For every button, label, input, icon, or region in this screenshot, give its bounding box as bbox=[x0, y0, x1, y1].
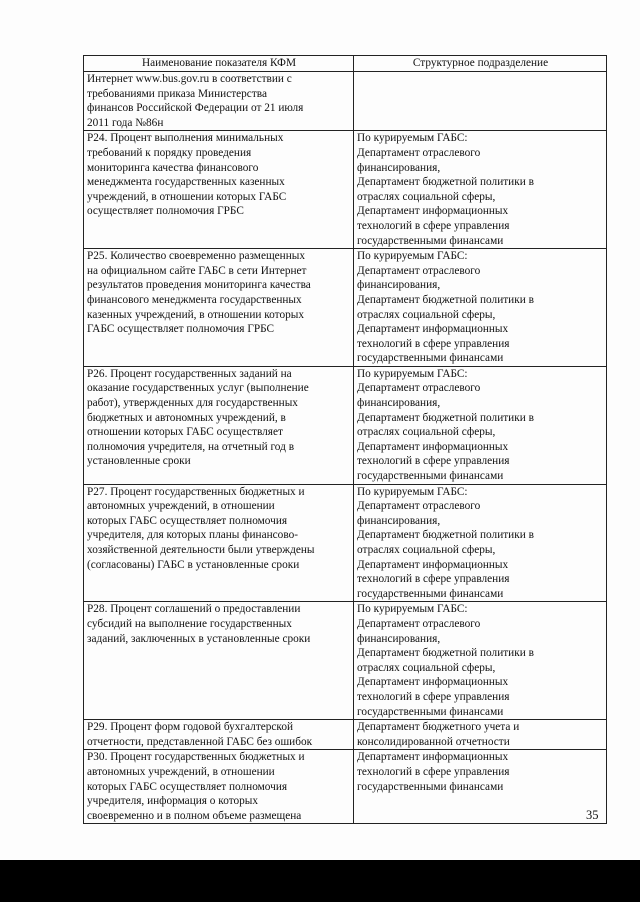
table-header-row bbox=[84, 56, 607, 72]
kfm-indicators-table bbox=[83, 55, 607, 824]
table-row bbox=[84, 131, 607, 249]
table-row bbox=[84, 249, 607, 367]
indicator-cell: Интернет www.bus.gov.ru в соответствии с требованиями приказа Министерства финансов Российской Федерации от 21 июля 2011 года №86н bbox=[84, 72, 354, 131]
page-number: 35 bbox=[586, 808, 599, 822]
table-row bbox=[84, 366, 607, 484]
department-cell: По курируемым ГАБС: Департамент отраслевого финансирования, Департамент бюджетной политики в отраслях социальной сферы, Департамент информационных технологий в сфере управления государственными финансами bbox=[354, 131, 607, 249]
scan-bottom-border bbox=[0, 860, 640, 902]
header-department: Структурное подразделение bbox=[354, 56, 607, 72]
table-row bbox=[84, 750, 607, 824]
department-cell: По курируемым ГАБС: Департамент отраслевого финансирования, Департамент бюджетной политики в отраслях социальной сферы, Департамент информационных технологий в сфере управления государственными финансами bbox=[354, 366, 607, 484]
indicator-cell: Р26. Процент государственных заданий на оказание государственных услуг (выполнение работ), утвержденных для государственных бюджетных и автономных учреждений, в отношении которых ГАБС осуществляет полномочия учредителя, на отчетный год в установленные сроки bbox=[84, 366, 354, 484]
table-row bbox=[84, 484, 607, 602]
department-cell: Департамент информационных технологий в сфере управления государственными финансами bbox=[354, 750, 607, 824]
indicator-cell: Р29. Процент форм годовой бухгалтерской отчетности, представленной ГАБС без ошибок bbox=[84, 720, 354, 750]
header-indicator-name: Наименование показателя КФМ bbox=[84, 56, 354, 72]
department-cell bbox=[354, 72, 607, 131]
indicator-cell: Р25. Количество своевременно размещенных на официальном сайте ГАБС в сети Интернет результатов проведения мониторинга качества финансового менеджмента государственных казенных учреждений, в отношении которых ГАБС осуществляет полномочия ГРБС bbox=[84, 249, 354, 367]
department-cell: Департамент бюджетного учета и консолидированной отчетности bbox=[354, 720, 607, 750]
indicator-cell: Р27. Процент государственных бюджетных и автономных учреждений, в отношении которых ГАБС осуществляет полномочия учредителя, для которых планы финансово- хозяйственной деятельности были утверждены (согласованы) ГАБС в установленные сроки bbox=[84, 484, 354, 602]
department-cell: По курируемым ГАБС: Департамент отраслевого финансирования, Департамент бюджетной политики в отраслях социальной сферы, Департамент информационных технологий в сфере управления государственными финансами bbox=[354, 602, 607, 720]
indicator-cell: Р30. Процент государственных бюджетных и автономных учреждений, в отношении которых ГАБС осуществляет полномочия учредителя, информация о которых своевременно и в полном объеме размещена bbox=[84, 750, 354, 824]
table-row bbox=[84, 72, 607, 131]
indicator-cell: Р28. Процент соглашений о предоставлении субсидий на выполнение государственных заданий, заключенных в установленные сроки bbox=[84, 602, 354, 720]
table-row bbox=[84, 602, 607, 720]
department-cell: По курируемым ГАБС: Департамент отраслевого финансирования, Департамент бюджетной политики в отраслях социальной сферы, Департамент информационных технологий в сфере управления государственными финансами bbox=[354, 484, 607, 602]
table-row bbox=[84, 720, 607, 750]
department-cell: По курируемым ГАБС: Департамент отраслевого финансирования, Департамент бюджетной политики в отраслях социальной сферы, Департамент информационных технологий в сфере управления государственными финансами bbox=[354, 249, 607, 367]
indicator-cell: Р24. Процент выполнения минимальных требований к порядку проведения мониторинга качества финансового менеджмента государственных казенных учреждений, в отношении которых ГАБС осуществляет полномочия ГРБС bbox=[84, 131, 354, 249]
